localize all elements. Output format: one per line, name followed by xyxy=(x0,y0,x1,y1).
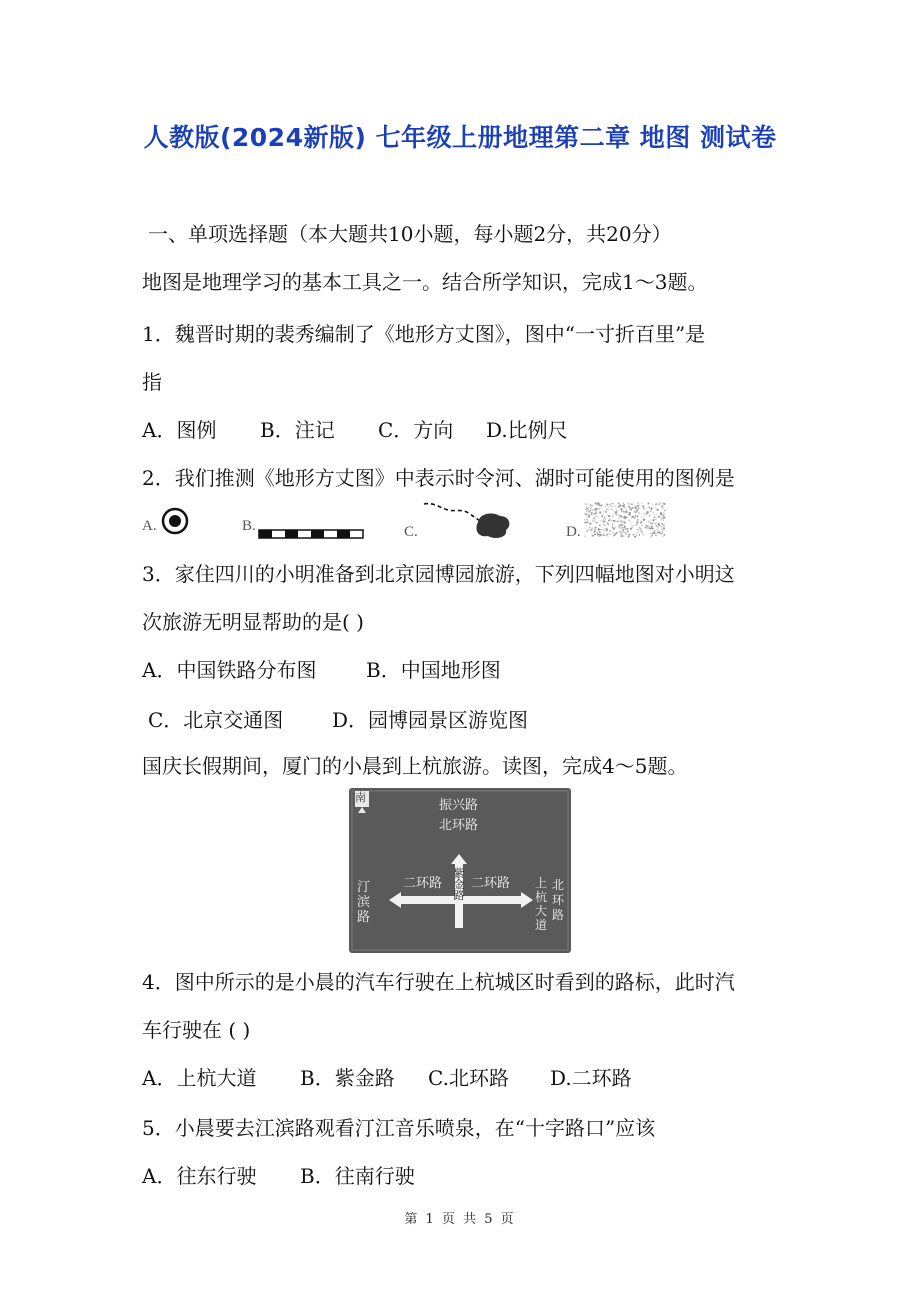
q5-options xyxy=(142,1160,415,1189)
intro-4-5: 国庆长假期间，厦门的小晨到上杭旅游。读图，完成4～5题。 xyxy=(142,754,688,778)
q1-options xyxy=(142,414,568,443)
sign-right-vertical-road-2: 北环路 xyxy=(552,878,565,922)
q5-option-b: B．往南行驶 xyxy=(300,1164,415,1188)
sign-south-label: 南 xyxy=(355,791,366,804)
capital-symbol-icon xyxy=(160,506,190,536)
sign-top-road-1: 振兴路 xyxy=(439,798,479,813)
q4-option-d: D.二环路 xyxy=(550,1066,632,1090)
q3-option-a: A．中国铁路分布图 xyxy=(142,658,317,682)
sign-center-road: 紫金路 xyxy=(453,867,465,902)
page-footer: 第 1 页 共 5 页 xyxy=(404,1212,516,1227)
desert-symbol-icon xyxy=(584,502,666,538)
road-signboard xyxy=(349,788,571,953)
q4-option-a: A．上杭大道 xyxy=(142,1066,257,1090)
railway-symbol-icon xyxy=(258,528,364,540)
q2-stem: 2．我们推测《地形方丈图》中表示时令河、湖时可能使用的图例是 xyxy=(142,466,735,490)
q2-option-a xyxy=(142,500,202,544)
q2-option-d xyxy=(566,500,696,544)
q3-stem-line1: 3．家住四川的小明准备到北京园博园旅游，下列四幅地图对小明这 xyxy=(142,562,735,586)
sign-right-road: 二环路 xyxy=(471,876,511,891)
q5-option-a: A．往东行驶 xyxy=(142,1164,257,1188)
q3-option-d: D．园博园景区游览图 xyxy=(332,708,529,732)
q3-options-row2 xyxy=(148,704,528,733)
q2-letter-d: D. xyxy=(566,524,581,540)
q2-legend-options xyxy=(142,500,702,544)
sign-right-vertical-road-1: 上杭大道 xyxy=(535,876,548,932)
q2-option-c xyxy=(404,500,514,544)
page-title: 人教版(2024新版) 七年级上册地理第二章 地图 测试卷 xyxy=(143,123,777,152)
q5-stem: 5．小晨要去江滨路观看汀江音乐喷泉，在“十字路口”应该 xyxy=(142,1116,656,1140)
seasonal-river-lake-icon xyxy=(422,500,514,544)
q3-option-b: B．中国地形图 xyxy=(366,658,501,682)
sign-left-vertical-road: 汀滨路 xyxy=(357,880,371,925)
q2-letter-a: A. xyxy=(142,518,157,534)
q1-stem-line2: 指 xyxy=(142,370,162,394)
q1-option-a: A．图例 xyxy=(142,418,217,442)
q4-stem-line2: 车行驶在 ( ) xyxy=(142,1018,251,1042)
intro-1-3: 地图是地理学习的基本工具之一。结合所学知识，完成1～3题。 xyxy=(142,270,708,294)
q3-option-c: C．北京交通图 xyxy=(148,708,284,732)
q1-option-c: C．方向 xyxy=(378,418,454,442)
q4-option-c: C.北环路 xyxy=(428,1066,509,1090)
q4-option-b: B．紫金路 xyxy=(300,1066,395,1090)
sign-left-road: 二环路 xyxy=(403,876,443,891)
q3-stem-line2: 次旅游无明显帮助的是( ) xyxy=(142,610,364,634)
q1-option-b: B．注记 xyxy=(260,418,335,442)
section-heading: 一、单项选择题（本大题共10小题，每小题2分，共20分） xyxy=(148,222,672,246)
q4-stem-line1: 4．图中所示的是小晨的汽车行驶在上杭城区时看到的路标，此时汽 xyxy=(142,970,735,994)
q3-options-row1 xyxy=(142,654,501,683)
sign-top-road-2: 北环路 xyxy=(439,818,479,833)
q2-option-b xyxy=(242,500,372,544)
q2-letter-b: B. xyxy=(242,518,256,534)
q1-stem-line1: 1．魏晋时期的裴秀编制了《地形方丈图》，图中“一寸折百里”是 xyxy=(142,322,706,346)
q1-option-d: D.比例尺 xyxy=(486,418,568,442)
q4-options xyxy=(142,1062,632,1091)
q2-letter-c: C. xyxy=(404,524,418,540)
